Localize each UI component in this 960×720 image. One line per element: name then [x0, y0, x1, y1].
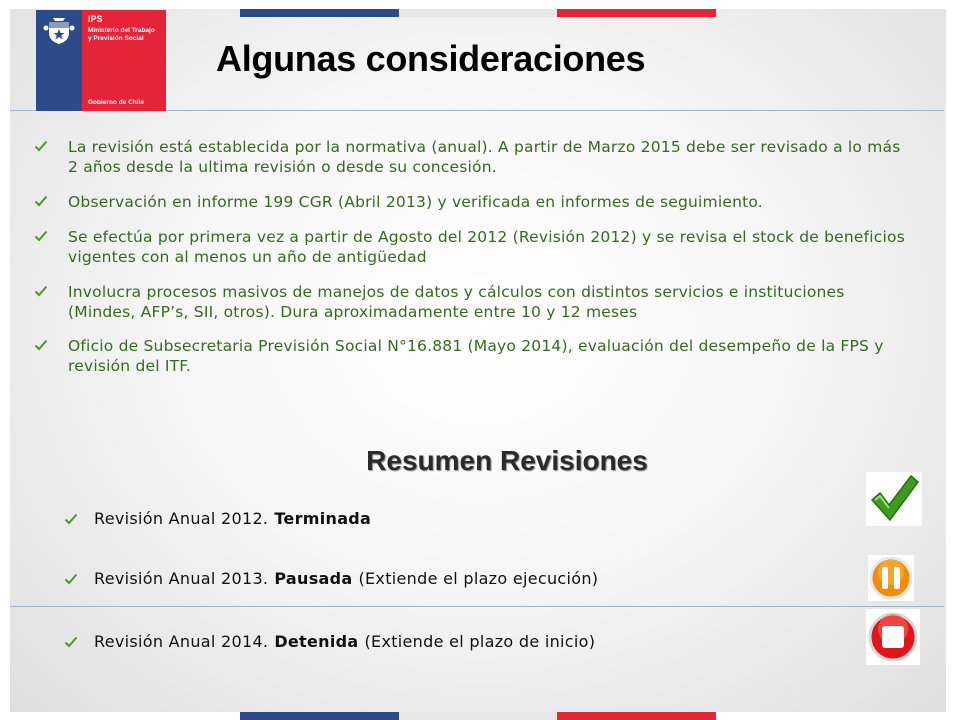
checkmark-icon: [64, 572, 78, 586]
checkmark-icon: [34, 338, 48, 352]
orange-pause-icon: [868, 555, 914, 601]
coat-of-arms-icon: [43, 16, 75, 46]
revision-status: Terminada: [274, 509, 372, 528]
revision-item-2014: [64, 632, 595, 651]
green-check-icon: [866, 472, 922, 526]
logo-ips-text: IPS: [88, 14, 103, 24]
checkmark-icon: [64, 512, 78, 526]
considerations-list: [34, 137, 914, 391]
summary-title: Resumen Revisiones: [366, 445, 648, 476]
footer-divider: [10, 606, 944, 607]
revision-note: (Extiende el plazo ejecución): [358, 569, 599, 588]
government-logo: [36, 10, 166, 111]
top-color-stripe: [240, 9, 716, 17]
revision-label: Revisión Anual 2013.: [94, 569, 269, 588]
revision-item-2012: [64, 509, 377, 528]
revision-label: Revisión Anual 2012.: [94, 509, 269, 528]
list-item: La revisión está establecida por la normativa (anual). A partir de Marzo 2015 debe ser revisado a lo más 2 años desde la ultima revisión o desde su concesión.: [34, 137, 914, 177]
revision-item-2013: [64, 569, 598, 588]
list-item: Se efectúa por primera vez a partir de Agosto del 2012 (Revisión 2012) y se revisa el stock de beneficios vigentes con al menos un año de antigüedad: [34, 227, 914, 267]
revision-note: (Extiende el plazo de inicio): [364, 632, 596, 651]
checkmark-icon: [64, 635, 78, 649]
logo-ministry-text: Ministerio del Trabajo y Previsión Social: [88, 27, 155, 42]
revision-status: Pausada: [274, 569, 353, 588]
revision-status: Detenida: [274, 632, 359, 651]
checkmark-icon: [34, 194, 48, 208]
checkmark-icon: [34, 229, 48, 243]
list-item: Oficio de Subsecretaria Previsión Social N°16.881 (Mayo 2014), evaluación del desempeño de la FPS y revisión del ITF.: [34, 336, 914, 376]
checkmark-icon: [34, 284, 48, 298]
slide-frame-top: [0, 0, 960, 9]
slide-frame-right: [946, 0, 960, 720]
red-stop-icon: [866, 609, 920, 665]
checkmark-icon: [34, 139, 48, 153]
page-title: Algunas consideraciones: [216, 38, 646, 79]
list-item: Observación en informe 199 CGR (Abril 2013) y verificada en informes de seguimiento.: [34, 192, 914, 212]
slide-frame-left: [0, 0, 10, 720]
bottom-color-stripe: [240, 712, 716, 720]
logo-government-text: Gobierno de Chile: [88, 99, 144, 106]
list-item: Involucra procesos masivos de manejos de datos y cálculos con distintos servicios e instituciones (Mindes, AFP’s, SII, otros). Dura aproximadamente entre 10 y 12 meses: [34, 282, 914, 322]
revision-label: Revisión Anual 2014.: [94, 632, 269, 651]
